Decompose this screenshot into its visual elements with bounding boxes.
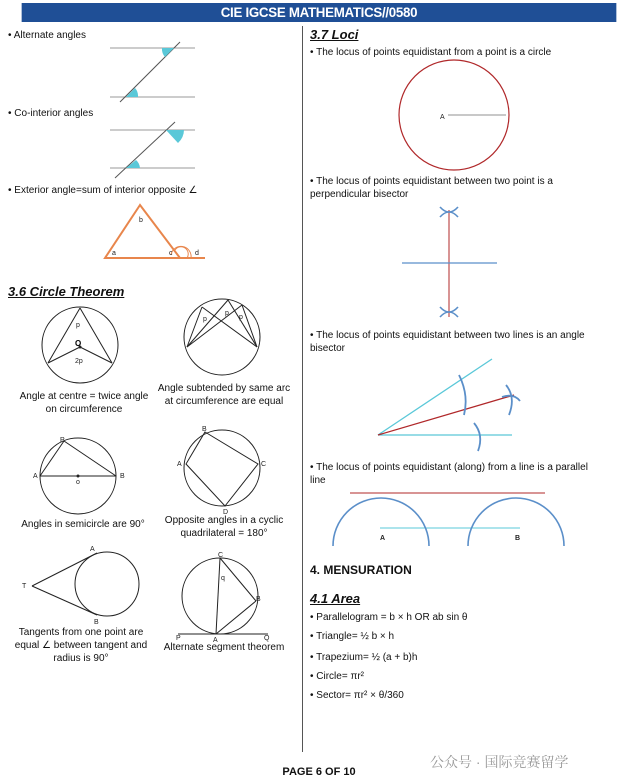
- page-header: CIE IGCSE MATHEMATICS//0580: [22, 3, 617, 22]
- semicircle-label-p: P: [60, 437, 65, 444]
- tangent-label-t: T: [22, 583, 27, 590]
- cyclic-quadrilateral-diagram: [177, 426, 270, 516]
- same-arc-label-p2: p: [239, 314, 243, 321]
- angle-at-centre-diagram: [40, 305, 122, 387]
- caption-alt-segment: Alternate segment theorem: [163, 642, 285, 653]
- formula-trapezium: • Trapezium= ½ (a + b)h: [310, 652, 418, 663]
- area-title: 4.1 Area: [310, 591, 361, 606]
- caption-same-arc: Angle subtended by same arc at circumference are equal: [157, 383, 291, 407]
- page-number: PAGE 6 OF 10: [282, 766, 356, 778]
- alt-seg-label-q2: Q: [264, 635, 270, 642]
- semicircle-diagram: [33, 436, 131, 516]
- mensuration-title: 4. MENSURATION: [310, 563, 412, 577]
- alternate-angles-label: • Alternate angles: [8, 30, 86, 41]
- cyclic-label-d: D: [223, 509, 229, 516]
- tangent-label-a: A: [90, 546, 95, 553]
- triangle-label-a: a: [112, 250, 116, 257]
- triangle-label-b: b: [139, 217, 143, 224]
- loci-circle-diagram: [396, 59, 516, 174]
- loci-two-lines-text: • The locus of points equidistant between two lines is an angle bisector: [310, 330, 585, 354]
- alt-seg-label-b: B: [256, 596, 261, 603]
- caption-cyclic: Opposite angles in a cyclic quadrilateral = 180°: [164, 515, 284, 539]
- caption-tangents: Tangents from one point are equal ∠ between tangent and radius is 90°: [14, 627, 148, 664]
- same-arc-label-p1: p: [225, 310, 229, 317]
- centre-label-o: O: [75, 339, 82, 348]
- caption-angle-at-centre: Angle at centre = twice angle on circumference: [19, 391, 149, 415]
- formula-triangle: • Triangle= ½ b × h: [310, 631, 395, 642]
- same-arc-label-p3: p: [203, 316, 207, 323]
- loci-point-text: • The locus of points equidistant from a point is a circle: [310, 47, 552, 58]
- centre-label-p: p: [76, 322, 80, 329]
- loci-two-points-text: • The locus of points equidistant between two point is a perpendicular bisector: [310, 176, 553, 200]
- alt-seg-label-q: q: [221, 575, 225, 582]
- watermark: 公众号 · 国际竞赛留学: [430, 754, 569, 770]
- cyclic-label-c: C: [261, 461, 267, 468]
- exterior-angle-triangle: [95, 200, 210, 265]
- cointerior-angles-diagram: [100, 120, 200, 180]
- cointerior-angles-label: • Co-interior angles: [8, 108, 94, 119]
- semicircle-label-b: B: [120, 473, 125, 480]
- formula-circle: • Circle= πr²: [310, 671, 365, 682]
- loci-label-a: A: [440, 114, 445, 121]
- parallel-label-a: A: [380, 535, 386, 542]
- angle-bisector-diagram: [374, 355, 534, 455]
- exterior-angle-label: • Exterior angle=sum of interior opposite ∠: [8, 185, 198, 196]
- tangent-label-b: B: [94, 619, 99, 626]
- parallel-line-diagram: [330, 488, 570, 548]
- loci-title: 3.7 Loci: [310, 27, 359, 42]
- triangle-label-d: d: [195, 250, 199, 257]
- column-divider: [302, 26, 303, 752]
- perpendicular-bisector-diagram: [402, 205, 502, 325]
- alt-seg-label-p: P: [176, 635, 181, 642]
- centre-label-2p: 2p: [75, 358, 83, 365]
- alternate-angles-diagram: [100, 40, 200, 105]
- formula-parallelogram: • Parallelogram = b × h OR ab sin θ: [310, 612, 468, 623]
- alternate-segment-diagram: [176, 552, 276, 644]
- alt-seg-label-a: A: [213, 637, 218, 644]
- same-arc-diagram: [182, 297, 264, 379]
- formula-sector: • Sector= πr² × θ/360: [310, 690, 404, 701]
- parallel-label-b: B: [515, 535, 521, 542]
- loci-line-text: • The locus of points equidistant (along) from a line is a parallel line: [310, 462, 588, 486]
- caption-semicircle: Angles in semicircle are 90°: [21, 519, 145, 530]
- cyclic-label-a: A: [177, 461, 182, 468]
- alt-seg-label-c: C: [218, 552, 224, 559]
- semicircle-label-a: A: [33, 473, 38, 480]
- semicircle-label-o: o: [76, 479, 80, 486]
- tangents-diagram: [22, 546, 142, 626]
- cyclic-label-b: B: [202, 426, 207, 433]
- triangle-label-c: c: [169, 250, 173, 257]
- circle-theorem-title: 3.6 Circle Theorem: [8, 284, 125, 299]
